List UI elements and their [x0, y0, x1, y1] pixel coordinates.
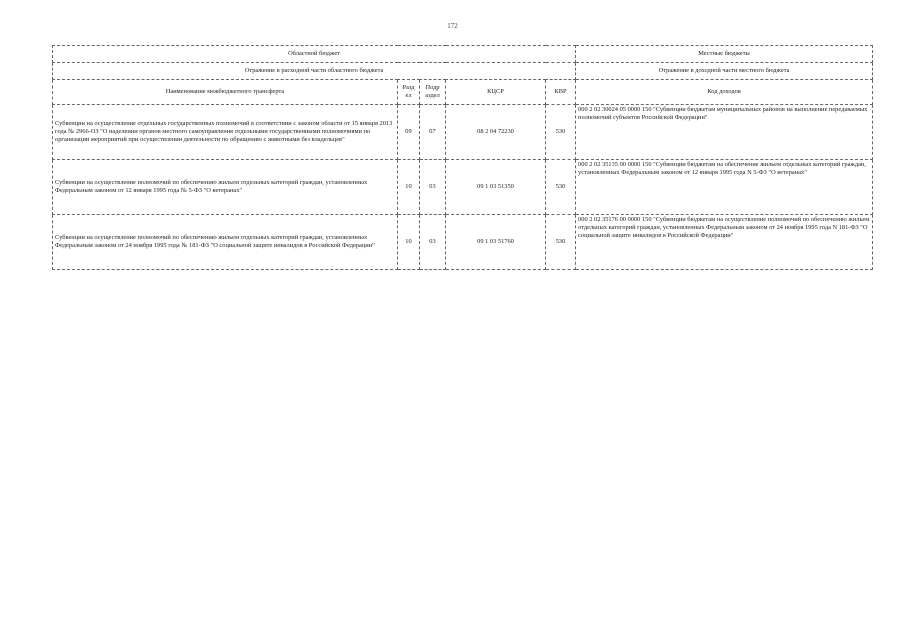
row-income-code: 000 2 02 35176 00 0000 150 "Субвенции бюджетам на осуществление полномочий по обеспечению жильем отдельных категорий граждан, установленных Федеральным законом от 24 ноября 1995 года N 181-ФЗ "О социальной защите инвалидов в Российской Федерации"	[576, 215, 873, 270]
column-header-podrazdel: Подр аздел	[420, 80, 446, 105]
row-razdel: 10	[398, 215, 420, 270]
row-kvr: 530	[546, 215, 576, 270]
row-income-code: 000 2 02 30024 05 0000 150 "Субвенции бюджетам муниципальных районов на выполнение передаваемых полномочий субъектов Российской Федерации"	[576, 105, 873, 160]
budget-transfer-table	[52, 45, 873, 270]
column-header-razdel: Разд ел	[398, 80, 420, 105]
row-razdel: 10	[398, 160, 420, 215]
table-row	[53, 215, 873, 270]
row-podrazdel: 07	[420, 105, 446, 160]
row-kcsr: 08 2 04 72230	[446, 105, 546, 160]
regional-sub-header: Отражение в расходной части областного бюджета	[53, 63, 576, 80]
row-razdel: 09	[398, 105, 420, 160]
local-sub-header: Отражение в доходной части местного бюджета	[576, 63, 873, 80]
row-income-code: 000 2 02 35135 00 0000 150 "Субвенции бюджетам на обеспечение жильем отдельных категорий граждан, установленных Федеральным законом от 12 января 1995 года N 5-ФЗ "О ветеранах"	[576, 160, 873, 215]
regional-budget-header: Областной бюджет	[53, 46, 576, 63]
row-kcsr: 09 1 03 51350	[446, 160, 546, 215]
row-podrazdel: 03	[420, 160, 446, 215]
row-podrazdel: 03	[420, 215, 446, 270]
row-transfer-name: Субвенции на осуществление полномочий по обеспечению жильем отдельных категорий граждан, установленных Федеральным законом от 24 ноября 1995 года № 181-ФЗ "О социальной защите инвалидов в Российской Федерации"	[53, 215, 398, 270]
row-kcsr: 09 1 03 51760	[446, 215, 546, 270]
row-kvr: 530	[546, 105, 576, 160]
table-row	[53, 160, 873, 215]
row-transfer-name: Субвенции на осуществление отдельных государственных полномочий в соответствии с законом области от 15 января 2013 года № 2966-ОЗ "О наделении органов местного самоуправления отдельными государственными полномочиями по организации мероприятий при осуществлении деятельности по обращению с животными без владельцев"	[53, 105, 398, 160]
column-header-kvr: КВР	[546, 80, 576, 105]
local-budget-header: Местные бюджеты	[576, 46, 873, 63]
table-row	[53, 105, 873, 160]
page-number: 172	[447, 22, 458, 30]
row-kvr: 530	[546, 160, 576, 215]
column-header-kcsr: КЦСР	[446, 80, 546, 105]
column-header-income-code: Код доходов	[576, 80, 873, 105]
row-transfer-name: Субвенции на осуществление полномочий по обеспечению жильем отдельных категорий граждан, установленных Федеральным законом от 12 января 1995 года № 5-ФЗ "О ветеранах"	[53, 160, 398, 215]
column-header-name: Наименование межбюджетного трансферта	[53, 80, 398, 105]
